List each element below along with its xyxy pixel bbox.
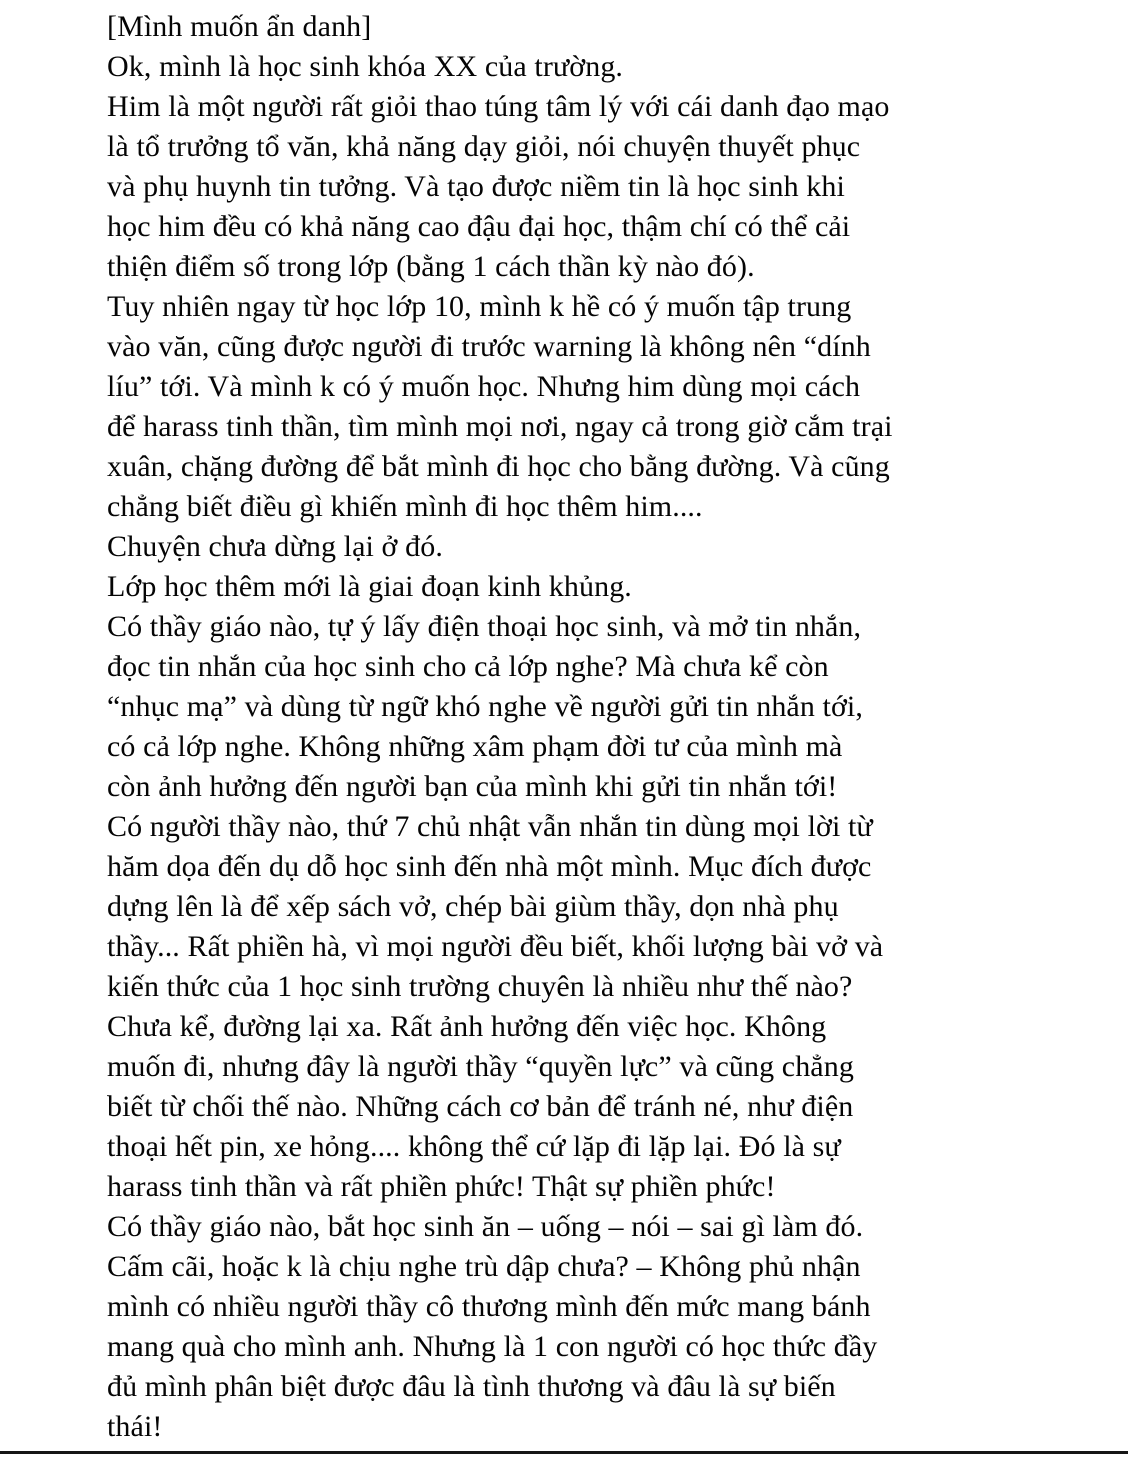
text-block — [107, 7, 1122, 1447]
text-line: mang quà cho mình anh. Nhưng là 1 con người có học thức đầy — [107, 1330, 878, 1363]
text-line: Lớp học thêm mới là giai đoạn kinh khủng. — [107, 570, 632, 603]
text-line: dựng lên là để xếp sách vở, chép bài giùm thầy, dọn nhà phụ — [107, 890, 839, 923]
text-line: “nhục mạ” và dùng từ ngữ khó nghe về người gửi tin nhắn tới, — [107, 690, 863, 723]
text-line: và phụ huynh tin tưởng. Và tạo được niềm tin là học sinh khi — [107, 170, 845, 203]
text-line: muốn đi, nhưng đây là người thầy “quyền lực” và cũng chẳng — [107, 1050, 854, 1083]
text-line: đủ mình phân biệt được đâu là tình thương và đâu là sự biến — [107, 1370, 836, 1403]
text-line: Có thầy giáo nào, tự ý lấy điện thoại học sinh, và mở tin nhắn, — [107, 610, 862, 643]
text-line: Him là một người rất giỏi thao túng tâm lý với cái danh đạo mạo — [107, 90, 890, 123]
text-line: xuân, chặng đường để bắt mình đi học cho bằng đường. Và cũng — [107, 450, 890, 483]
text-line: đọc tin nhắn của học sinh cho cả lớp nghe? Mà chưa kể còn — [107, 650, 829, 683]
text-line: Ok, mình là học sinh khóa XX của trường. — [107, 50, 624, 83]
text-line: harass tinh thần và rất phiền phức! Thật sự phiền phức! — [107, 1170, 776, 1203]
text-line: [Mình muốn ẩn danh] — [107, 10, 372, 43]
text-line: chẳng biết điều gì khiến mình đi học thêm him.... — [107, 490, 703, 523]
text-line: Có thầy giáo nào, bắt học sinh ăn – uống – nói – sai gì làm đó. — [107, 1210, 864, 1243]
text-line: Có người thầy nào, thứ 7 chủ nhật vẫn nhắn tin dùng mọi lời từ — [107, 810, 873, 843]
text-line: Chưa kể, đường lại xa. Rất ảnh hưởng đến việc học. Không — [107, 1010, 827, 1043]
text-line: để harass tinh thần, tìm mình mọi nơi, ngay cả trong giờ cắm trại — [107, 410, 893, 443]
text-line: Chuyện chưa dừng lại ở đó. — [107, 530, 443, 563]
text-line: kiến thức của 1 học sinh trường chuyên là nhiều như thế nào? — [107, 970, 853, 1003]
text-line: hăm dọa đến dụ dỗ học sinh đến nhà một mình. Mục đích được — [107, 850, 872, 883]
text-line: thái! — [107, 1410, 163, 1443]
text-line: thầy... Rất phiền hà, vì mọi người đều biết, khối lượng bài vở và — [107, 930, 884, 963]
text-line: thiện điểm số trong lớp (bằng 1 cách thần kỳ nào đó). — [107, 250, 755, 283]
text-line: líu” tới. Và mình k có ý muốn học. Nhưng him dùng mọi cách — [107, 370, 861, 403]
text-line: Tuy nhiên ngay từ học lớp 10, mình k hề có ý muốn tập trung — [107, 290, 852, 323]
text-line: thoại hết pin, xe hỏng.... không thể cứ lặp đi lặp lại. Đó là sự — [107, 1130, 841, 1163]
bottom-divider — [0, 1451, 1128, 1454]
text-line: vào văn, cũng được người đi trước warning là không nên “dính — [107, 330, 871, 363]
text-line: còn ảnh hưởng đến người bạn của mình khi gửi tin nhắn tới! — [107, 770, 838, 803]
text-line: biết từ chối thế nào. Những cách cơ bản để tránh né, như điện — [107, 1090, 854, 1123]
text-line: Cấm cãi, hoặc k là chịu nghe trù dập chưa? – Không phủ nhận — [107, 1250, 861, 1283]
text-line: là tổ trưởng tổ văn, khả năng dạy giỏi, nói chuyện thuyết phục — [107, 130, 861, 163]
text-line: học him đều có khả năng cao đậu đại học, thậm chí có thể cải — [107, 210, 851, 243]
text-line: mình có nhiều người thầy cô thương mình đến mức mang bánh — [107, 1290, 871, 1323]
text-line: có cả lớp nghe. Không những xâm phạm đời tư của mình mà — [107, 730, 843, 763]
